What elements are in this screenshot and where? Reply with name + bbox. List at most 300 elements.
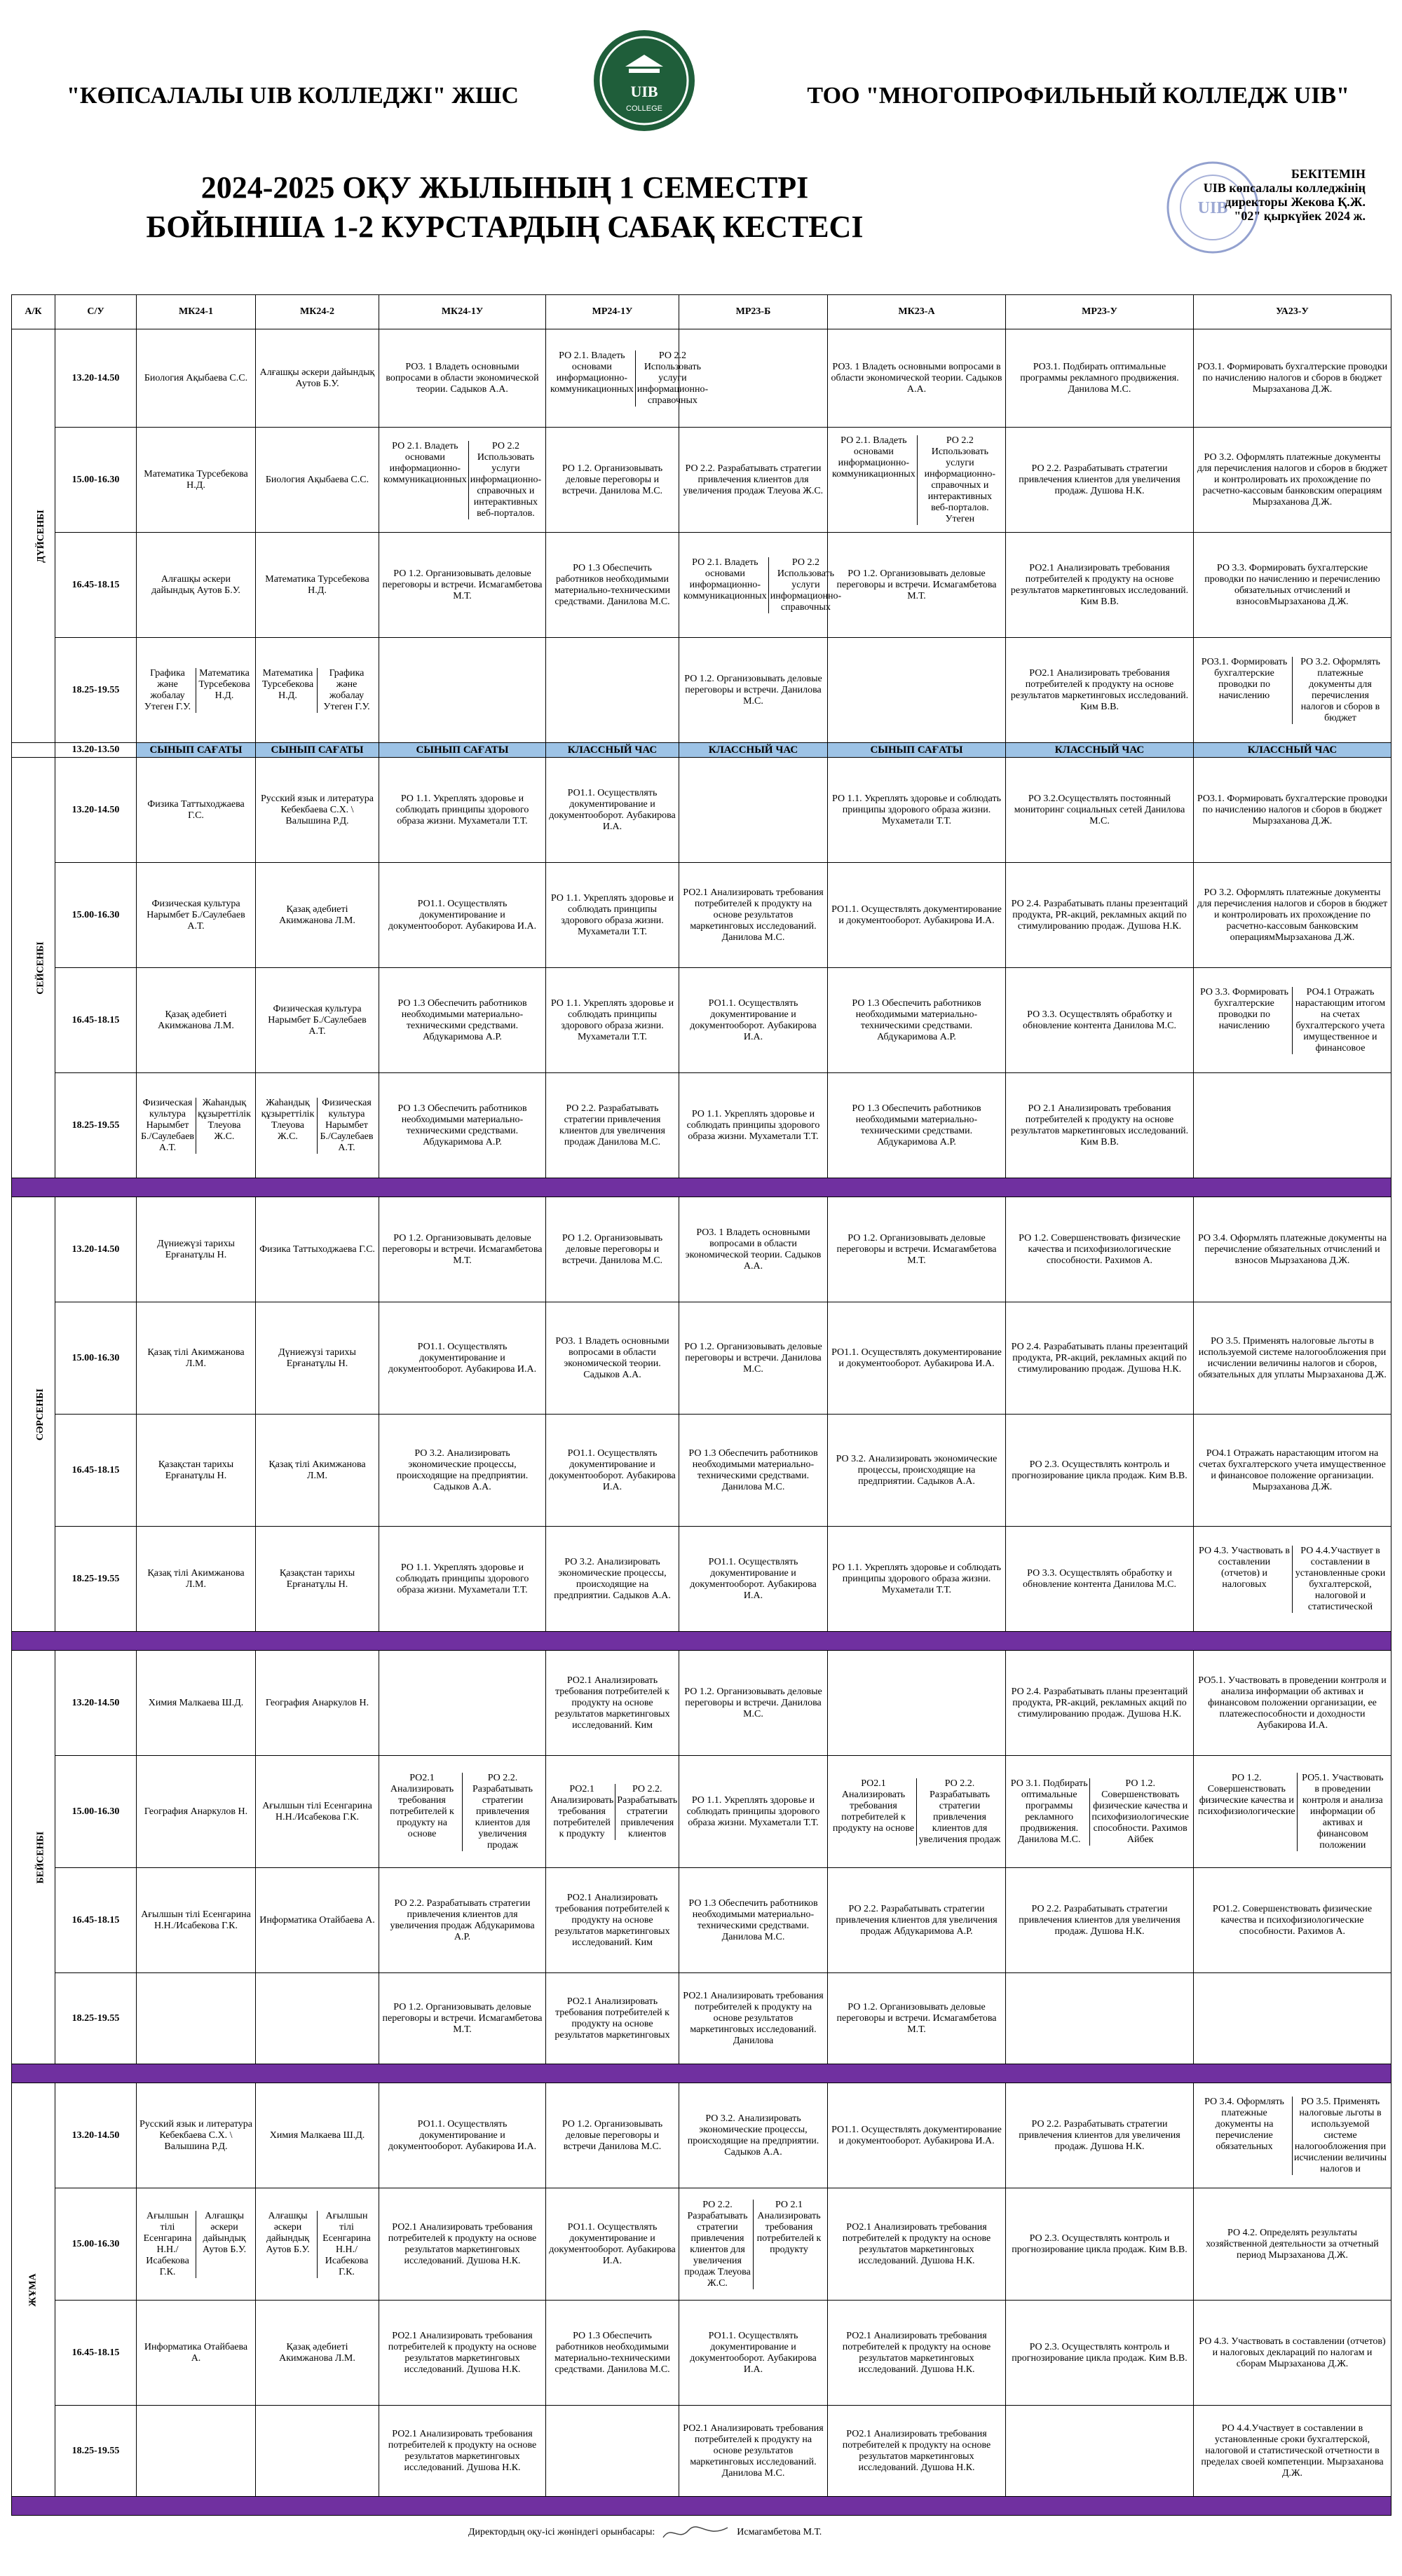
lesson-cell: РО 3.2. Анализировать экономические процессы, происходящие на предприятии. Садыков А.А.	[828, 1415, 1006, 1527]
signature-mark	[658, 2522, 735, 2543]
lesson-cell: РО 1.1. Укреплять здоровье и соблюдать принципы здорового образа жизни. Мухаметали Т.Т.	[828, 1527, 1006, 1632]
split-cell	[682, 557, 842, 613]
day-separator	[12, 1632, 1391, 1651]
split-part: Ағылшын тілі Есенгарина Н.Н./Исабекова Г.К.	[139, 2211, 196, 2278]
lesson-cell	[137, 1073, 256, 1178]
lesson-cell: РО1.1. Осуществлять документирование и документооборот. Аубакирова И.А.	[679, 968, 828, 1073]
lesson-cell	[679, 533, 842, 638]
lesson-cell	[1194, 1073, 1391, 1178]
table-row	[12, 533, 1391, 638]
lesson-cell: РО 3.4. Оформлять платежные документы на перечисление обязательных отчислений и взносов Мырзаханова Д.Ж.	[1194, 1197, 1391, 1302]
split-cell	[1197, 2097, 1388, 2175]
lesson-cell: РО 1.1. Укреплять здоровье и соблюдать принципы здорового образа жизни. Мухаметали Т.Т.	[828, 758, 1006, 863]
table-header-row	[12, 295, 1391, 329]
lesson-cell: РО2.1 Анализировать требования потребителей к продукту на основе результатов маркетинговых исследований. Душова Н.К.	[379, 2301, 546, 2406]
lesson-cell	[379, 1756, 546, 1868]
time-slot: 15.00-16.30	[55, 1756, 137, 1868]
day-separator	[12, 2497, 1391, 2516]
split-cell	[259, 668, 376, 713]
lesson-cell: РО 3.2. Анализировать экономические процессы, происходящие на предприятии. Садыков А.А.	[379, 1415, 546, 1527]
logo-subtext: COLLEGE	[626, 104, 662, 113]
lesson-cell	[256, 2406, 379, 2497]
lesson-cell: РО 1.2. Организовывать деловые переговоры и встречи. Исмагамбетова М.Т.	[379, 1973, 546, 2064]
time-slot: 13.20-14.50	[55, 758, 137, 863]
lesson-cell: РО 2.2. Разрабатывать стратегии привлечения клиентов для увеличения продаж. Душова Н.К.	[1006, 1868, 1194, 1973]
lesson-cell	[137, 2188, 256, 2301]
lesson-cell: Қазақ тілі Акимжанова Л.М.	[137, 1302, 256, 1415]
split-part: Математика Турсебекова Н.Д.	[198, 667, 250, 701]
split-cell	[831, 435, 1002, 525]
title-line-2: БОЙЫНША 1-2 КУРСТАРДЫҢ САБАҚ КЕСТЕСІ	[146, 210, 864, 244]
split-part: РО 2.1. Владеть основами информационно-коммуникационных	[682, 557, 769, 613]
split-cell	[139, 2211, 252, 2278]
class-hour-row	[12, 743, 1391, 758]
lesson-cell	[1194, 2083, 1391, 2188]
lesson-cell: Физическая культура Нарымбет Б./Саулебаев А.Т.	[256, 968, 379, 1073]
lesson-cell: РО3.1. Подбирать оптимальные программы рекламного продвижения. Данилова М.С.	[1006, 329, 1194, 428]
lesson-cell: РО 1.1. Укреплять здоровье и соблюдать принципы здорового образа жизни. Мухаметали Т.Т.	[679, 1756, 828, 1868]
split-cell	[139, 668, 252, 713]
approve-director: директоры Жекова Қ.Ж.	[1225, 195, 1366, 209]
lesson-cell	[256, 638, 379, 743]
lesson-cell	[679, 2188, 828, 2301]
split-part: Алғашқы әскери дайындық Аутов Б.У.	[259, 2211, 318, 2278]
table-row	[12, 1415, 1391, 1527]
lesson-cell	[828, 428, 1006, 533]
table-row	[12, 1651, 1391, 1756]
time-slot: 18.25-19.55	[55, 638, 137, 743]
college-name-kz: "КӨПСАЛАЛЫ UIB КОЛЛЕДЖІ" ЖШС	[67, 83, 519, 109]
lesson-cell: РО 1.3 Обеспечить работников необходимыми материально-техническими средствами. Данилова М.С.	[679, 1415, 828, 1527]
lesson-cell: РО3. 1 Владеть основными вопросами в области экономической теории. Садыков А.А.	[379, 329, 546, 428]
table-row	[12, 1527, 1391, 1632]
lesson-cell	[679, 758, 828, 863]
split-part: РО 2.2. Разрабатывать стратегии привлечения клиентов	[617, 1783, 678, 1839]
lesson-cell: РО 2.2. Разрабатывать стратегии привлечения клиентов для увеличения продаж. Душова Н.К.	[1006, 2083, 1194, 2188]
lesson-cell: РО2.1 Анализировать требования потребителей к продукту на основе результатов маркетинговых исследований. Данилова М.С.	[679, 2406, 828, 2497]
signature-label: Директордың оқу-ісі жөніндегі орынбасары:	[468, 2527, 655, 2538]
lesson-cell	[1194, 968, 1391, 1073]
lesson-cell	[546, 2406, 679, 2497]
table-row	[12, 428, 1391, 533]
split-part: РО2.1 Анализировать требования потребителей к продукту на основе	[831, 1778, 917, 1846]
split-cell	[682, 2200, 824, 2289]
lesson-cell: РО 1.2. Организовывать деловые переговоры и встречи. Данилова М.С.	[679, 638, 828, 743]
lesson-cell: Физическая культура Нарымбет Б./Саулебаев А.Т.	[137, 863, 256, 968]
lesson-cell: РО1.1. Осуществлять документирование и документооборот. Аубакирова И.А.	[379, 1302, 546, 1415]
lesson-cell: РО 1.3 Обеспечить работников необходимыми материально-техническими средствами. Данилова М.С.	[546, 2301, 679, 2406]
day-name: СӘРСЕНБІ	[35, 1388, 46, 1440]
split-part: РО 2.2. Разрабатывать стратегии привлечения клиентов для увеличения продаж	[918, 1778, 1001, 1845]
lesson-cell: Математика Турсебекова Н.Д.	[137, 428, 256, 533]
time-slot: 16.45-18.15	[55, 1868, 137, 1973]
approve-date: "02" қыркүйек 2024 ж.	[1234, 209, 1366, 223]
lesson-cell: РО 2.2. Разрабатывать стратегии привлечения клиентов для увеличения продаж Абдукаримова А.Р.	[379, 1868, 546, 1973]
lesson-cell	[256, 1973, 379, 2064]
lesson-cell: РО 1.2. Организовывать деловые переговоры и встречи. Данилова М.С.	[546, 1197, 679, 1302]
lesson-cell: Химия Малкаева Ш.Д.	[256, 2083, 379, 2188]
separator-bar	[12, 1178, 1391, 1197]
lesson-cell: Физика Таттыходжаева Г.С.	[137, 758, 256, 863]
lesson-cell: РО 1.3 Обеспечить работников необходимыми материально-техническими средствами. Абдукаримова А.Р.	[379, 1073, 546, 1178]
lesson-cell: РО 1.3 Обеспечить работников необходимыми материально-техническими средствами. Абдукаримова А.Р.	[828, 1073, 1006, 1178]
lesson-cell: РО 2.3. Осуществлять контроль и прогнозирование цикла продаж. Ким В.В.	[1006, 1415, 1194, 1527]
lesson-cell	[1194, 1756, 1391, 1868]
split-part: РО 3.3. Формировать бухгалтерские проводки по начислению	[1197, 987, 1293, 1054]
table-row	[12, 638, 1391, 743]
lesson-cell	[379, 1651, 546, 1756]
lesson-cell: РО 3.3. Формировать бухгалтерские проводки по начислению и перечислению обязательных отчислений и взносовМырзаханова Д.Ж.	[1194, 533, 1391, 638]
title-line-1: 2024-2025 ОҚУ ЖЫЛЫНЫҢ 1 СЕМЕСТРІ	[200, 170, 809, 205]
split-part: РО2.1 Анализировать требования потребителей к продукту на основе	[382, 1773, 463, 1851]
lesson-cell: РО2.1 Анализировать требования потребителей к продукту на основе результатов маркетинговых исследований. Ким В.В.	[1006, 638, 1194, 743]
column-header: УА23-У	[1194, 295, 1391, 329]
time-slot: 15.00-16.30	[55, 2188, 137, 2301]
lesson-cell: РО 3.2. Анализировать экономические процессы, происходящие на предприятии. Садыков А.А.	[546, 1527, 679, 1632]
split-part: РО 2.2. Разрабатывать стратегии привлечения клиентов для увеличения продаж	[472, 1772, 533, 1851]
college-name-ru: ТОО "МНОГОПРОФИЛЬНЫЙ КОЛЛЕДЖ UIB"	[807, 83, 1349, 109]
lesson-cell: РО 3.2. Оформлять платежные документы для перечисления налогов и сборов в бюджет и контролировать их прохождение по расчетно-кассовым банковским операциям Мырзаханова Д.Ж.	[1194, 428, 1391, 533]
split-part: Графика және жобалау Утеген Г.У.	[323, 667, 370, 712]
lesson-cell: РО 2.4. Разрабатывать планы презентаций продукта, PR-акций, рекламных акций по стимулированию продаж. Душова Н.К.	[1006, 863, 1194, 968]
split-part: Математика Турсебекова Н.Д.	[259, 668, 318, 713]
approve-heading: БЕКІТЕМІН	[1291, 167, 1366, 181]
lesson-cell: РО1.2. Совершенствовать физические качества и психофизиологические способности. Рахимов А.	[1194, 1868, 1391, 1973]
lesson-cell: РО 1.1. Укреплять здоровье и соблюдать принципы здорового образа жизни. Мухаметали Т.Т.	[546, 968, 679, 1073]
split-cell	[139, 1098, 252, 1154]
split-part: РО 1.2. Совершенствовать физические качества и психофизиологические	[1197, 1773, 1298, 1851]
lesson-cell: РО 3.2. Оформлять платежные документы для перечисления налогов и сборов в бюджет и контролировать их прохождение по расчетно-кассовым банковским операциямМырзаханова Д.Ж.	[1194, 863, 1391, 968]
lesson-cell	[1194, 638, 1391, 743]
split-part: РО 2.2 Использовать услуги информационно-справочных	[770, 557, 842, 613]
lesson-cell: РО 1.2. Организовывать деловые переговоры и встречи. Исмагамбетова М.Т.	[828, 1973, 1006, 2064]
split-cell	[259, 2211, 376, 2278]
lesson-cell: Русский язык и литература Кебекбаева С.Х. \ Валышина Р.Д.	[137, 2083, 256, 2188]
time-slot: 13.20-14.50	[55, 2083, 137, 2188]
day-label-cell	[12, 743, 55, 758]
lesson-cell: РО 2.2. Разрабатывать стратегии привлечения клиентов для увеличения продаж Тлеуова Ж.С.	[679, 428, 828, 533]
time-slot: 16.45-18.15	[55, 2301, 137, 2406]
lesson-cell: РО 1.1. Укреплять здоровье и соблюдать принципы здорового образа жизни. Мухаметали Т.Т.	[379, 1527, 546, 1632]
time-slot: 18.25-19.55	[55, 2406, 137, 2497]
split-part: РО3.1. Формировать бухгалтерские проводки по начислению	[1197, 657, 1293, 724]
day-name: БЕЙСЕНБІ	[35, 1831, 46, 1883]
split-part: Жаһандық құзыреттілік Тлеуова Ж.С.	[259, 1098, 318, 1154]
lesson-cell: Ағылшын тілі Есенгарина Н.Н./Исабекова Г.К.	[256, 1756, 379, 1868]
lesson-cell: Алғашқы әскери дайындық Аутов Б.У.	[137, 533, 256, 638]
split-part: Алғашқы әскери дайындық Аутов Б.У.	[202, 2210, 247, 2255]
table-row	[12, 2188, 1391, 2301]
lesson-cell: Биология Ақыбаева С.С.	[137, 329, 256, 428]
table-row	[12, 2083, 1391, 2188]
split-cell	[382, 441, 543, 519]
split-cell	[382, 1773, 543, 1851]
lesson-cell: Қазақ әдебиеті Акимжанова Л.М.	[137, 968, 256, 1073]
lesson-cell	[546, 638, 679, 743]
day-label	[12, 1651, 55, 2064]
lesson-cell: Қазақстан тарихы Ерғанатұлы Н.	[256, 1527, 379, 1632]
lesson-cell	[137, 2406, 256, 2497]
class-hour-cell: КЛАССНЫЙ ЧАС	[679, 743, 828, 758]
split-cell	[1197, 1773, 1388, 1851]
column-header: МР23-Б	[679, 295, 828, 329]
lesson-cell	[1194, 1527, 1391, 1632]
lesson-cell: Қазақ әдебиеті Акимжанова Л.М.	[256, 2301, 379, 2406]
lesson-cell: РО 2.2. Разрабатывать стратегии привлечения клиентов для увеличения продаж Абдукаримова А.Р.	[828, 1868, 1006, 1973]
lesson-cell: РО2.1 Анализировать требования потребителей к продукту на основе результатов маркетинговых исследований. Ким	[546, 1651, 679, 1756]
lesson-cell: РО2.1 Анализировать требования потребителей к продукту на основе результатов маркетинговых исследований. Душова Н.К.	[828, 2188, 1006, 2301]
table-row	[12, 968, 1391, 1073]
time-slot: 13.20-14.50	[55, 329, 137, 428]
split-cell	[259, 1098, 376, 1154]
day-label	[12, 2083, 55, 2497]
split-cell	[1009, 1778, 1190, 1846]
split-part: Физическая культура Нарымбет Б./Саулебаев А.Т.	[320, 1097, 374, 1153]
time-slot: 16.45-18.15	[55, 968, 137, 1073]
signature-name: Исмагамбетова М.Т.	[737, 2527, 822, 2538]
lesson-cell: РО3.1. Формировать бухгалтерские проводки по начислению налогов и сборов в бюджет Мырзаханова Д.Ж.	[1194, 758, 1391, 863]
column-header: С/У	[55, 295, 137, 329]
table-row	[12, 863, 1391, 968]
split-cell	[549, 350, 709, 407]
lesson-cell: Дүниежүзі тарихы Ерғанатұлы Н.	[137, 1197, 256, 1302]
day-name: ДҮЙСЕНБІ	[35, 509, 46, 563]
split-part: РО 3.5. Применять налоговые льготы в используемой системе налогообложения при исчислении величины налогов и	[1294, 2096, 1387, 2174]
lesson-cell: РО 1.2. Организовывать деловые переговоры и встречи. Данилова М.С.	[546, 428, 679, 533]
lesson-cell: РО2.1 Анализировать требования потребителей к продукту на основе результатов маркетинговых исследований. Душова Н.К.	[379, 2188, 546, 2301]
table-row	[12, 1868, 1391, 1973]
class-hour-cell: КЛАССНЫЙ ЧАС	[1194, 743, 1391, 758]
lesson-cell: РО 3.2. Анализировать экономические процессы, происходящие на предприятии. Садыков А.А.	[679, 2083, 828, 2188]
split-cell	[549, 1784, 676, 1840]
lesson-cell	[1006, 1973, 1194, 2064]
lesson-cell: РО 1.2. Организовывать деловые переговоры и встречи. Исмагамбетова М.Т.	[828, 1197, 1006, 1302]
lesson-cell: РО 1.3 Обеспечить работников необходимыми материально-техническими средствами. Данилова М.С.	[679, 1868, 828, 1973]
column-header: МР24-1У	[546, 295, 679, 329]
lesson-cell: РО 2.2. Разрабатывать стратегии привлечения клиентов для увеличения продаж. Душова Н.К.	[1006, 428, 1194, 533]
lesson-cell: РО1.1. Осуществлять документирование и документооборот. Аубакирова И.А.	[546, 758, 679, 863]
column-header: А/К	[12, 295, 55, 329]
lesson-cell: РО 1.2. Организовывать деловые переговоры и встречи. Исмагамбетова М.Т.	[379, 533, 546, 638]
lesson-cell: РО 2.2. Разрабатывать стратегии привлечения клиентов для увеличения продаж Данилова М.С.	[546, 1073, 679, 1178]
time-slot: 13.20-13.50	[55, 743, 137, 758]
time-slot: 15.00-16.30	[55, 428, 137, 533]
lesson-cell	[546, 1756, 679, 1868]
split-part: РО 4.4.Участвует в составлении в установленные сроки бухгалтерской, налоговой и статистической	[1295, 1545, 1386, 1612]
day-label	[12, 758, 55, 1178]
lesson-cell	[1006, 2406, 1194, 2497]
lesson-cell: РО2.1 Анализировать требования потребителей к продукту на основе результатов маркетинговых исследований. Данилова М.С.	[679, 863, 828, 968]
time-slot: 13.20-14.50	[55, 1197, 137, 1302]
lesson-cell: РО 4.3. Участвовать в составлении (отчетов) и налоговых деклараций по налогам и сборам Мырзаханова Д.Ж.	[1194, 2301, 1391, 2406]
lesson-cell: РО1.1. Осуществлять документирование и документооборот. Аубакирова И.А.	[828, 863, 1006, 968]
lesson-cell: География Анаркулов Н.	[137, 1756, 256, 1868]
lesson-cell: РО 2.1 Анализировать требования потребителей к продукту на основе результатов маркетинговых исследований. Ким В.В.	[1006, 1073, 1194, 1178]
lesson-cell: РО 3.3. Осуществлять обработку и обновление контента Данилова М.С.	[1006, 968, 1194, 1073]
lesson-cell: РО2.1 Анализировать требования потребителей к продукту на основе результатов маркетинговых исследований. Душова Н.К.	[379, 2406, 546, 2497]
lesson-cell: РО 1.2. Организовывать деловые переговоры и встречи. Данилова М.С.	[679, 1302, 828, 1415]
table-row	[12, 1973, 1391, 2064]
page-title	[84, 168, 925, 247]
lesson-cell: РО2.1 Анализировать требования потребителей к продукту на основе результатов маркетинговых	[546, 1973, 679, 2064]
lesson-cell	[256, 1073, 379, 1178]
lesson-cell: РО 1.2. Совершенствовать физические качества и психофизиологические способности. Рахимов А.	[1006, 1197, 1194, 1302]
lesson-cell: Қазақ тілі Акимжанова Л.М.	[256, 1415, 379, 1527]
day-name: ЖҰМА	[27, 2272, 39, 2307]
lesson-cell: РО3. 1 Владеть основными вопросами в области экономической теории. Садыков А.А.	[546, 1302, 679, 1415]
time-slot: 16.45-18.15	[55, 1415, 137, 1527]
split-part: Жаһандық құзыреттілік Тлеуова Ж.С.	[198, 1097, 251, 1142]
split-part: РО 2.2 Использовать услуги информационно-справочных и интерактивных веб-порталов. Утеген	[924, 435, 996, 524]
table-row	[12, 2301, 1391, 2406]
split-part: РО 2.1 Анализировать требования потребителей к продукту	[756, 2199, 822, 2255]
lesson-cell: РО2.1 Анализировать требования потребителей к продукту на основе результатов маркетинговых исследований. Ким В.В.	[1006, 533, 1194, 638]
split-part: РО2.1 Анализировать требования потребителей к продукту	[549, 1784, 615, 1840]
time-slot: 16.45-18.15	[55, 533, 137, 638]
day-label	[12, 329, 55, 743]
schedule-table	[11, 294, 1391, 2516]
lesson-cell: РО 2.3. Осуществлять контроль и прогнозирование цикла продаж. Ким В.В.	[1006, 2301, 1194, 2406]
lesson-cell: РО 1.2. Организовывать деловые переговоры и встречи. Исмагамбетова М.Т.	[379, 1197, 546, 1302]
lesson-cell: РО 3.2.Осуществлять постоянный мониторинг социальных сетей Данилова М.С.	[1006, 758, 1194, 863]
lesson-cell	[828, 638, 1006, 743]
lesson-cell: РО2.1 Анализировать требования потребителей к продукту на основе результатов маркетинговых исследований. Душова Н.К.	[828, 2301, 1006, 2406]
lesson-cell: РО 1.1. Укреплять здоровье и соблюдать принципы здорового образа жизни. Мухаметали Т.Т.	[546, 863, 679, 968]
lesson-cell: РО 3.5. Применять налоговые льготы в используемой системе налогообложения при исчислении величины налогов и сборов, обязательных для уплаты Мырзаханова Д.Ж.	[1194, 1302, 1391, 1415]
lesson-cell: РО1.1. Осуществлять документирование и документооборот. Аубакирова И.А.	[546, 1415, 679, 1527]
lesson-cell: РО1.1. Осуществлять документирование и документооборот. Аубакирова И.А.	[379, 2083, 546, 2188]
split-part: РО 1.2. Совершенствовать физические качества и психофизиологические способности. Рахимов Айбек	[1091, 1778, 1189, 1845]
lesson-cell: РО5.1. Участвовать в проведении контроля и анализа информации об активах и финансовом положении организации, ее платежеспособности и доходности Аубакирова И.А.	[1194, 1651, 1391, 1756]
table-row	[12, 758, 1391, 863]
lesson-cell	[379, 428, 546, 533]
separator-bar	[12, 2064, 1391, 2083]
split-part: РО 2.1. Владеть основами информационно-коммуникационных	[382, 441, 469, 519]
class-hour-cell: КЛАССНЫЙ ЧАС	[546, 743, 679, 758]
split-cell	[1197, 987, 1388, 1054]
lesson-cell	[137, 1973, 256, 2064]
table-row	[12, 1302, 1391, 1415]
time-slot: 18.25-19.55	[55, 1073, 137, 1178]
lesson-cell: РО1.1. Осуществлять документирование и документооборот. Аубакирова И.А.	[679, 2301, 828, 2406]
lesson-cell: Физика Таттыходжаева Г.С.	[256, 1197, 379, 1302]
split-part: РО 2.2 Использовать услуги информационно-справочных и интерактивных веб-порталов.	[470, 440, 542, 519]
lesson-cell: Биология Ақыбаева С.С.	[256, 428, 379, 533]
column-header: МК23-А	[828, 295, 1006, 329]
lesson-cell: РО2.1 Анализировать требования потребителей к продукту на основе результатов маркетинговых исследований. Ким	[546, 1868, 679, 1973]
lesson-cell: Қазақ тілі Акимжанова Л.М.	[137, 1527, 256, 1632]
lesson-cell: РО2.1 Анализировать требования потребителей к продукту на основе результатов маркетинговых исследований. Данилова	[679, 1973, 828, 2064]
lesson-cell: РО 2.4. Разрабатывать планы презентаций продукта, PR-акций, рекламных акций по стимулированию продаж. Душова Н.К.	[1006, 1302, 1194, 1415]
lesson-cell: РО 1.1. Укреплять здоровье и соблюдать принципы здорового образа жизни. Мухаметали Т.Т.	[379, 758, 546, 863]
lesson-cell: РО 2.3. Осуществлять контроль и прогнозирование цикла продаж. Ким В.В.	[1006, 2188, 1194, 2301]
split-part: РО 2.2 Использовать услуги информационно-справочных	[637, 350, 709, 406]
time-slot: 13.20-14.50	[55, 1651, 137, 1756]
time-slot: 15.00-16.30	[55, 863, 137, 968]
lesson-cell: РО 3.3. Осуществлять обработку и обновление контента Данилова М.С.	[1006, 1527, 1194, 1632]
split-part: РО 2.1. Владеть основами информационно-коммуникационных	[831, 435, 918, 525]
split-part: Физическая культура Нарымбет Б./Саулебаев А.Т.	[139, 1098, 196, 1154]
column-header: МР23-У	[1006, 295, 1194, 329]
table-row	[12, 329, 1391, 428]
lesson-cell: РО1.1. Осуществлять документирование и документооборот. Аубакирова И.А.	[679, 1527, 828, 1632]
lesson-cell: Химия Малкаева Ш.Д.	[137, 1651, 256, 1756]
column-header: МК24-2	[256, 295, 379, 329]
table-row	[12, 1073, 1391, 1178]
lesson-cell: Русский язык и литература Кебекбаева С.Х. \ Валышина Р.Д.	[256, 758, 379, 863]
split-part: РО 3.2. Оформлять платежные документы для перечисления налогов и сборов в бюджет	[1300, 656, 1380, 723]
class-hour-cell: СЫНЫП САҒАТЫ	[379, 743, 546, 758]
lesson-cell: РО 1.3 Обеспечить работников необходимыми материально-техническими средствами. Абдукаримова А.Р.	[828, 968, 1006, 1073]
lesson-cell	[828, 1651, 1006, 1756]
time-slot: 18.25-19.55	[55, 1973, 137, 2064]
split-part: РО 2.2. Разрабатывать стратегии привлечения клиентов для увеличения продаж Тлеуова Ж.С.	[682, 2200, 754, 2289]
class-hour-cell: СЫНЫП САҒАТЫ	[137, 743, 256, 758]
lesson-cell: РО1.1. Осуществлять документирование и документооборот. Аубакирова И.А.	[828, 2083, 1006, 2188]
lesson-cell	[828, 1756, 1006, 1868]
day-separator	[12, 1178, 1391, 1197]
lesson-cell: Дүниежүзі тарихы Ерғанатұлы Н.	[256, 1302, 379, 1415]
lesson-cell: География Анаркулов Н.	[256, 1651, 379, 1756]
lesson-cell: РО 1.1. Укреплять здоровье и соблюдать принципы здорового образа жизни. Мухаметали Т.Т.	[679, 1073, 828, 1178]
lesson-cell: РО1.1. Осуществлять документирование и документооборот. Аубакирова И.А.	[828, 1302, 1006, 1415]
lesson-cell: РО 1.3 Обеспечить работников необходимыми материально-техническими средствами. Абдукаримова А.Р.	[379, 968, 546, 1073]
column-header: МК24-1	[137, 295, 256, 329]
split-part: РО 3.4. Оформлять платежные документы на перечисление обязательных	[1197, 2097, 1293, 2175]
split-part: Ағылшын тілі Есенгарина Н.Н./Исабекова Г.К.	[322, 2210, 371, 2277]
time-slot: 18.25-19.55	[55, 1527, 137, 1632]
approve-org: UIB көпсалалы колледжінің	[1203, 181, 1366, 195]
lesson-cell	[256, 2188, 379, 2301]
lesson-cell	[1194, 1973, 1391, 2064]
split-part: РО 2.1. Владеть основами информационно-коммуникационных	[549, 350, 636, 407]
lesson-cell: РО 1.2. Организовывать деловые переговоры и встречи Данилова М.С.	[546, 2083, 679, 2188]
table-row	[12, 1756, 1391, 1868]
table-row	[12, 1197, 1391, 1302]
lesson-cell: Қазақстан тарихы Ерғанатұлы Н.	[137, 1415, 256, 1527]
lesson-cell	[546, 329, 709, 428]
college-logo	[590, 28, 698, 133]
day-name: СЕЙСЕНБІ	[35, 941, 46, 995]
lesson-cell: Қазақ әдебиеті Акимжанова Л.М.	[256, 863, 379, 968]
class-hour-cell: СЫНЫП САҒАТЫ	[256, 743, 379, 758]
lesson-cell: РО 1.2. Организовывать деловые переговоры и встречи. Данилова М.С.	[679, 1651, 828, 1756]
class-hour-cell: КЛАССНЫЙ ЧАС	[1006, 743, 1194, 758]
split-part: РО 4.3. Участвовать в составлении (отчетов) и налоговых	[1197, 1546, 1293, 1613]
approval-block	[1134, 167, 1366, 223]
lesson-cell: РО1.1. Осуществлять документирование и документооборот. Аубакирова И.А.	[546, 2188, 679, 2301]
split-part: РО 3.1. Подбирать оптимальные программы рекламного продвижения. Данилова М.С.	[1009, 1778, 1090, 1846]
lesson-cell: РО 1.3 Обеспечить работников необходимыми материально-техническими средствами. Данилова М.С.	[546, 533, 679, 638]
signature-footer	[468, 2522, 822, 2543]
split-cell	[831, 1778, 1002, 1846]
lesson-cell: РО 4.4.Участвует в составлении в установленные сроки бухгалтерской, налоговой и статистической отчетности в пределах своей компетенции. Мырзаханова Д.Ж.	[1194, 2406, 1391, 2497]
lesson-cell: РО4.1 Отражать нарастающим итогом на счетах бухгалтерского учета имущественное и финансовое положение организации. Мырзаханова Д.Ж.	[1194, 1415, 1391, 1527]
lesson-cell	[1006, 1756, 1194, 1868]
svg-text:UIB: UIB	[1197, 199, 1228, 217]
lesson-cell: РО3. 1 Владеть основными вопросами в области экономической теории. Садыков А.А.	[679, 1197, 828, 1302]
lesson-cell: РО 4.2. Определять результаты хозяйственной деятельности за отчетный период Мырзаханова Д.Ж.	[1194, 2188, 1391, 2301]
lesson-cell: РО1.1. Осуществлять документирование и документооборот. Аубакирова И.А.	[379, 863, 546, 968]
split-cell	[1197, 1546, 1388, 1613]
split-part: Графика және жобалау Утеген Г.У.	[139, 668, 196, 713]
separator-bar	[12, 1632, 1391, 1651]
lesson-cell: Информатика Отайбаева А.	[256, 1868, 379, 1973]
class-hour-cell: СЫНЫП САҒАТЫ	[828, 743, 1006, 758]
lesson-cell: РО 1.2. Организовывать деловые переговоры и встречи. Исмагамбетова М.Т.	[828, 533, 1006, 638]
lesson-cell: РО 2.4. Разрабатывать планы презентаций продукта, PR-акций, рекламных акций по стимулированию продаж. Душова Н.К.	[1006, 1651, 1194, 1756]
day-label	[12, 1197, 55, 1632]
